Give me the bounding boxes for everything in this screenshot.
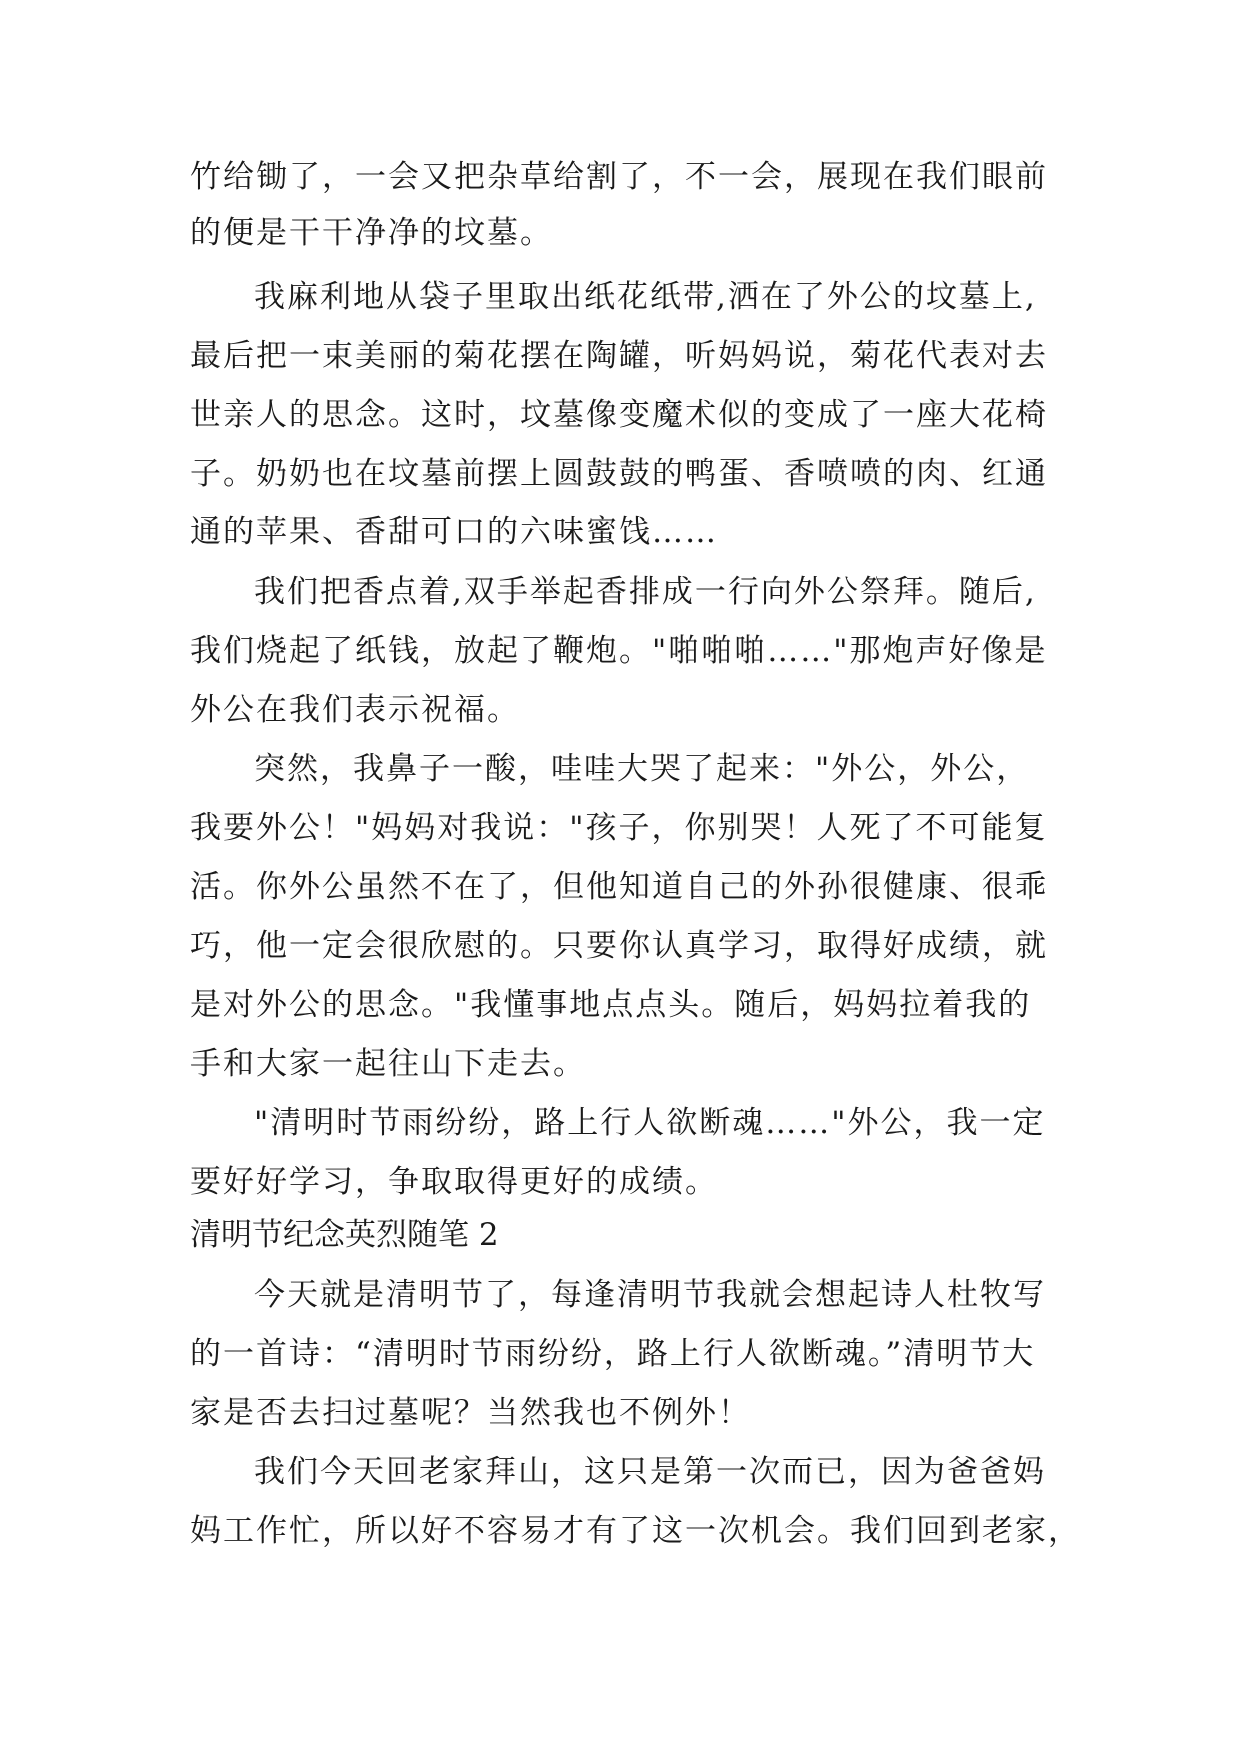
- paragraph-line: 妈工作忙，所以好不容易才有了这一次机会。我们回到老家，: [190, 1513, 1081, 1549]
- paragraph-line: 我们今天回老家拜山，这只是第一次而已，因为爸爸妈: [254, 1454, 1046, 1490]
- paragraph-line: 最后把一束美丽的菊花摆在陶罐，听妈妈说，菊花代表对去: [190, 338, 1048, 374]
- paragraph-line: 我们把香点着,双手举起香排成一行向外公祭拜。随后,: [254, 574, 1037, 610]
- paragraph-line: 我麻利地从袋子里取出纸花纸带,洒在了外公的坟墓上,: [254, 279, 1037, 315]
- paragraph-line: 子。奶奶也在坟墓前摆上圆鼓鼓的鸭蛋、香喷喷的肉、红通: [190, 456, 1048, 492]
- paragraph-line: 突然，我鼻子一酸，哇哇大哭了起来："外公，外公，: [254, 751, 1030, 787]
- paragraph-line: 世亲人的思念。这时，坟墓像变魔术似的变成了一座大花椅: [190, 397, 1048, 433]
- paragraph-line: 今天就是清明节了，每逢清明节我就会想起诗人杜牧写: [254, 1277, 1046, 1313]
- paragraph-line: 手和大家一起往山下走去。: [190, 1046, 586, 1082]
- paragraph-line: 我要外公！"妈妈对我说："孩子，你别哭！人死了不可能复: [190, 810, 1048, 846]
- section-title: 清明节纪念英烈随笔 2: [190, 1217, 499, 1253]
- paragraph-line: 巧，他一定会很欣慰的。只要你认真学习，取得好成绩，就: [190, 928, 1048, 964]
- paragraph-line: 的一首诗：“清明时节雨纷纷，路上行人欲断魂。”清明节大: [190, 1336, 1036, 1372]
- paragraph-line: 的便是干干净净的坟墓。: [190, 215, 553, 251]
- paragraph-line: 是对外公的思念。"我懂事地点点头。随后，妈妈拉着我的: [190, 987, 1032, 1023]
- paragraph-line: 我们烧起了纸钱，放起了鞭炮。"啪啪啪……"那炮声好像是: [190, 633, 1048, 669]
- paragraph-line: 通的苹果、香甜可口的六味蜜饯……: [190, 514, 718, 550]
- paragraph-line: "清明时节雨纷纷，路上行人欲断魂……"外公，我一定: [254, 1105, 1046, 1141]
- paragraph-line: 家是否去扫过墓呢？当然我也不例外！: [190, 1395, 751, 1431]
- paragraph-line: 竹给锄了，一会又把杂草给割了，不一会，展现在我们眼前: [190, 159, 1048, 195]
- paragraph-line: 活。你外公虽然不在了，但他知道自己的外孙很健康、很乖: [190, 869, 1048, 905]
- paragraph-line: 要好好学习，争取取得更好的成绩。: [190, 1164, 718, 1200]
- paragraph-line: 外公在我们表示祝福。: [190, 692, 520, 728]
